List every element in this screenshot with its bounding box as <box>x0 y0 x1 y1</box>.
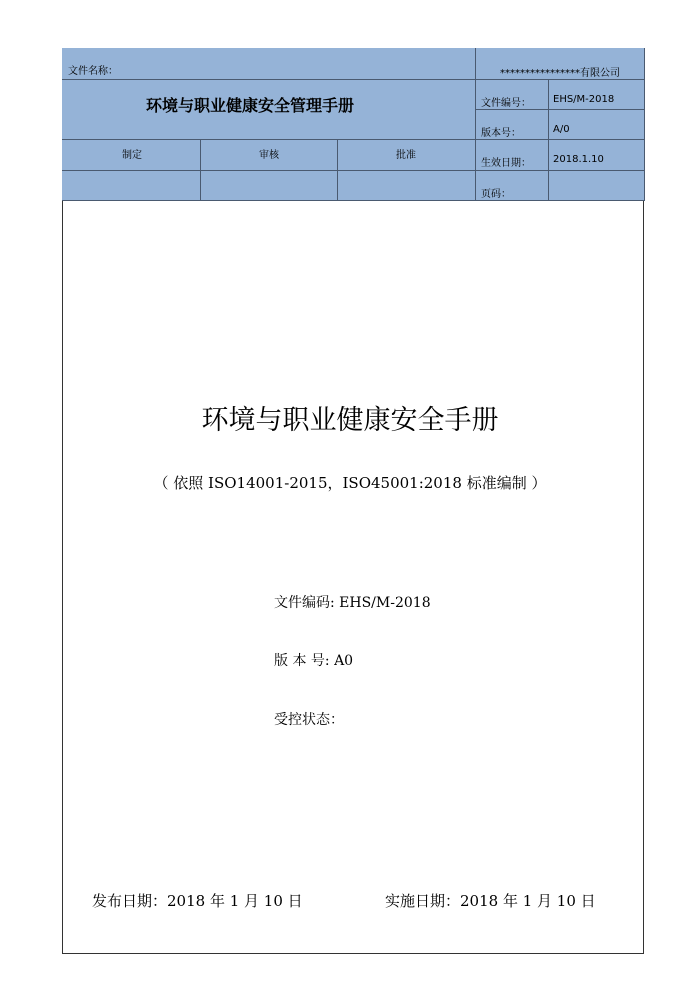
reviewed-label: 审核 <box>259 150 279 161</box>
header-divider <box>62 79 475 80</box>
header-divider <box>62 200 645 201</box>
document-title: 环境与职业健康安全管理手册 <box>146 96 355 115</box>
prepared-label: 制定 <box>122 150 142 161</box>
doc-no-label: 文件编号： <box>481 98 531 109</box>
header-divider <box>62 170 645 171</box>
version-value: A/0 <box>553 124 570 135</box>
control-status-line: 受控状态： <box>274 712 344 728</box>
header-divider <box>644 48 645 201</box>
version-label: 版本号： <box>481 128 521 139</box>
implement-date: 实施日期：2018 年 1 月 10 日 <box>385 892 596 910</box>
company-name: ****************有限公司 <box>500 68 620 79</box>
file-name-label: 文件名称： <box>68 66 118 77</box>
effective-date-label: 生效日期： <box>481 158 531 169</box>
header-divider <box>200 139 201 201</box>
header-divider <box>62 139 645 140</box>
header-divider <box>475 109 645 110</box>
page-label: 页码： <box>481 189 511 200</box>
issue-date: 发布日期：2018 年 1 月 10 日 <box>92 892 303 910</box>
header-divider <box>337 139 338 201</box>
doc-no-value: EHS/M-2018 <box>553 94 615 105</box>
main-title: 环境与职业健康安全手册 <box>201 405 499 436</box>
header-divider <box>475 79 645 80</box>
approved-label: 批准 <box>396 150 416 161</box>
effective-date-value: 2018.1.10 <box>553 154 604 165</box>
version-line: 版 本 号: A0 <box>274 653 354 669</box>
header-divider <box>475 48 476 201</box>
subtitle: （ 依照 ISO14001-2015，ISO45001:2018 标准编制 ） <box>153 474 547 492</box>
header-divider <box>548 79 549 201</box>
doc-code-line: 文件编码: EHS/M-2018 <box>274 595 431 611</box>
